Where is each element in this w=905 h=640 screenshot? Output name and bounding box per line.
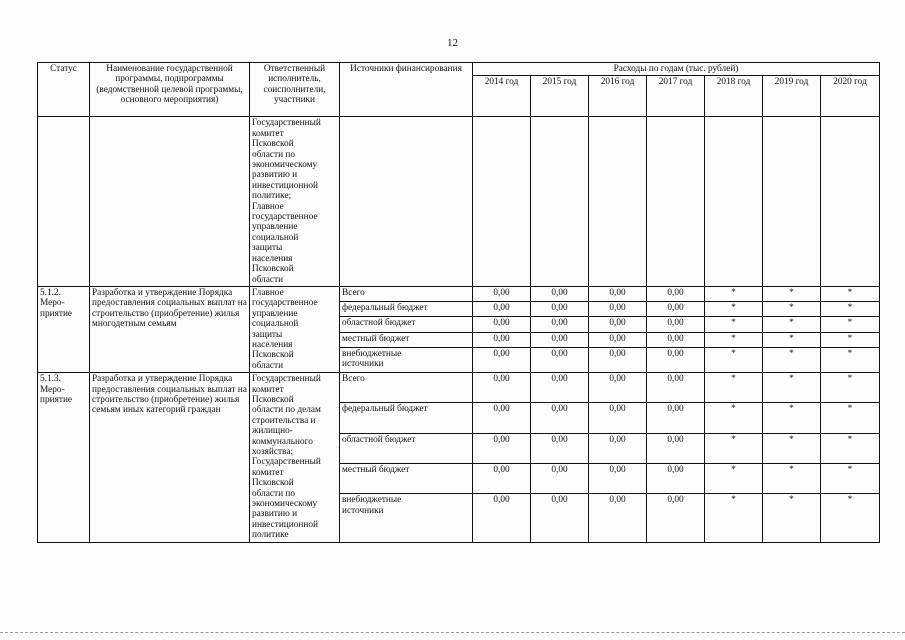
funding-source: областной бюджет <box>340 433 473 463</box>
value-cell: 0,00 <box>531 317 589 332</box>
continuation-source-cell <box>340 117 473 287</box>
value-cell: 0,00 <box>647 302 705 317</box>
funding-source: местный бюджет <box>340 464 473 494</box>
value-cell: 0,00 <box>589 373 647 403</box>
value-cell: * <box>821 433 880 463</box>
value-cell: 0,00 <box>531 464 589 494</box>
value-cell: * <box>705 286 763 301</box>
value-cell: 0,00 <box>531 373 589 403</box>
value-cell: * <box>821 494 880 542</box>
header-executor: Ответственный исполнитель, соисполнители, участники <box>250 63 340 117</box>
value-cell: 0,00 <box>589 403 647 433</box>
value-cell: 0,00 <box>531 286 589 301</box>
header-expenses: Расходы по годам (тыс. рублей) <box>473 63 880 76</box>
value-cell: * <box>821 286 880 301</box>
table-row <box>38 373 880 403</box>
funding-source: Всего <box>340 373 473 403</box>
value-cell: * <box>821 347 880 372</box>
table-row <box>38 286 880 301</box>
funding-source: местный бюджет <box>340 332 473 347</box>
header-year: 2014 год <box>473 76 531 117</box>
value-cell: 0,00 <box>473 433 531 463</box>
value-cell: * <box>705 464 763 494</box>
value-cell: 0,00 <box>473 373 531 403</box>
value-cell: 0,00 <box>473 302 531 317</box>
value-cell: * <box>763 494 821 542</box>
measure-executor: Главное государственное управление социальной защиты населения Псковской области <box>250 286 340 372</box>
value-cell: * <box>705 317 763 332</box>
empty-cell <box>647 117 705 287</box>
value-cell: 0,00 <box>531 302 589 317</box>
value-cell: 0,00 <box>647 464 705 494</box>
funding-source: Всего <box>340 286 473 301</box>
value-cell: 0,00 <box>531 403 589 433</box>
value-cell: 0,00 <box>647 403 705 433</box>
measure-name: Разработка и утверждение Порядка предоставления социальных выплат на строительство (приобретение) жилья многодетным семьям <box>90 286 250 372</box>
value-cell: * <box>763 317 821 332</box>
value-cell: * <box>763 403 821 433</box>
value-cell: 0,00 <box>473 403 531 433</box>
value-cell: * <box>763 347 821 372</box>
continuation-row <box>38 117 880 287</box>
funding-source: внебюджетные источники <box>340 494 473 542</box>
value-cell: 0,00 <box>589 347 647 372</box>
header-year: 2018 год <box>705 76 763 117</box>
value-cell: * <box>705 403 763 433</box>
value-cell: * <box>763 332 821 347</box>
value-cell: * <box>763 373 821 403</box>
value-cell: 0,00 <box>647 433 705 463</box>
header-sources: Источники финансирования <box>340 63 473 117</box>
measure-code: 5.1.3. Меро- приятие <box>38 373 90 543</box>
value-cell: 0,00 <box>589 433 647 463</box>
measure-name: Разработка и утверждение Порядка предоставления социальных выплат на строительство (приобретение) жилья семьям иных категорий граждан <box>90 373 250 543</box>
value-cell: 0,00 <box>473 464 531 494</box>
value-cell: 0,00 <box>531 332 589 347</box>
header-status: Статус <box>38 63 90 117</box>
empty-cell <box>821 117 880 287</box>
header-year: 2016 год <box>589 76 647 117</box>
measure-code: 5.1.2. Меро- приятие <box>38 286 90 372</box>
value-cell: * <box>763 433 821 463</box>
value-cell: * <box>821 332 880 347</box>
empty-cell <box>589 117 647 287</box>
empty-cell <box>705 117 763 287</box>
header-year: 2019 год <box>763 76 821 117</box>
value-cell: 0,00 <box>531 433 589 463</box>
continuation-status-cell <box>38 117 90 287</box>
value-cell: * <box>705 302 763 317</box>
header-name: Наименование государственной программы, подпрограммы (ведомственной целевой программы, основного мероприятия) <box>90 63 250 117</box>
value-cell: 0,00 <box>647 494 705 542</box>
value-cell: * <box>705 494 763 542</box>
value-cell: 0,00 <box>589 464 647 494</box>
value-cell: * <box>821 317 880 332</box>
value-cell: 0,00 <box>589 302 647 317</box>
value-cell: 0,00 <box>589 317 647 332</box>
value-cell: 0,00 <box>647 373 705 403</box>
continuation-name-cell <box>90 117 250 287</box>
header-year: 2015 год <box>531 76 589 117</box>
funding-source: федеральный бюджет <box>340 403 473 433</box>
value-cell: 0,00 <box>473 332 531 347</box>
continuation-executor: Государственный комитет Псковской области по экономическому развитию и инвестиционной политике; Главное государственное управление социальной защиты населения Псковской области <box>250 117 340 287</box>
value-cell: * <box>763 464 821 494</box>
value-cell: 0,00 <box>647 347 705 372</box>
value-cell: * <box>821 373 880 403</box>
value-cell: 0,00 <box>473 494 531 542</box>
value-cell: * <box>763 302 821 317</box>
value-cell: * <box>821 403 880 433</box>
empty-cell <box>473 117 531 287</box>
value-cell: 0,00 <box>473 286 531 301</box>
empty-cell <box>531 117 589 287</box>
budget-table <box>37 62 880 543</box>
value-cell: 0,00 <box>589 286 647 301</box>
value-cell: * <box>705 347 763 372</box>
header-year: 2017 год <box>647 76 705 117</box>
empty-cell <box>763 117 821 287</box>
measure-executor: Государственный комитет Псковской области по делам строительства и жилищно- коммунального хозяйства; Государственный комитет Псковской области по экономическому развитию и инвестиционной политике <box>250 373 340 543</box>
value-cell: 0,00 <box>589 494 647 542</box>
scan-edge-line <box>0 632 905 634</box>
value-cell: * <box>763 286 821 301</box>
value-cell: * <box>705 373 763 403</box>
page-number: 12 <box>447 37 458 49</box>
value-cell: 0,00 <box>531 494 589 542</box>
value-cell: 0,00 <box>647 286 705 301</box>
value-cell: 0,00 <box>531 347 589 372</box>
value-cell: 0,00 <box>647 317 705 332</box>
funding-source: областной бюджет <box>340 317 473 332</box>
header-year: 2020 год <box>821 76 880 117</box>
value-cell: * <box>705 332 763 347</box>
value-cell: 0,00 <box>473 347 531 372</box>
value-cell: * <box>821 302 880 317</box>
value-cell: 0,00 <box>589 332 647 347</box>
funding-source: внебюджетные источники <box>340 347 473 372</box>
value-cell: 0,00 <box>473 317 531 332</box>
value-cell: * <box>705 433 763 463</box>
value-cell: * <box>821 464 880 494</box>
value-cell: 0,00 <box>647 332 705 347</box>
funding-source: федеральный бюджет <box>340 302 473 317</box>
